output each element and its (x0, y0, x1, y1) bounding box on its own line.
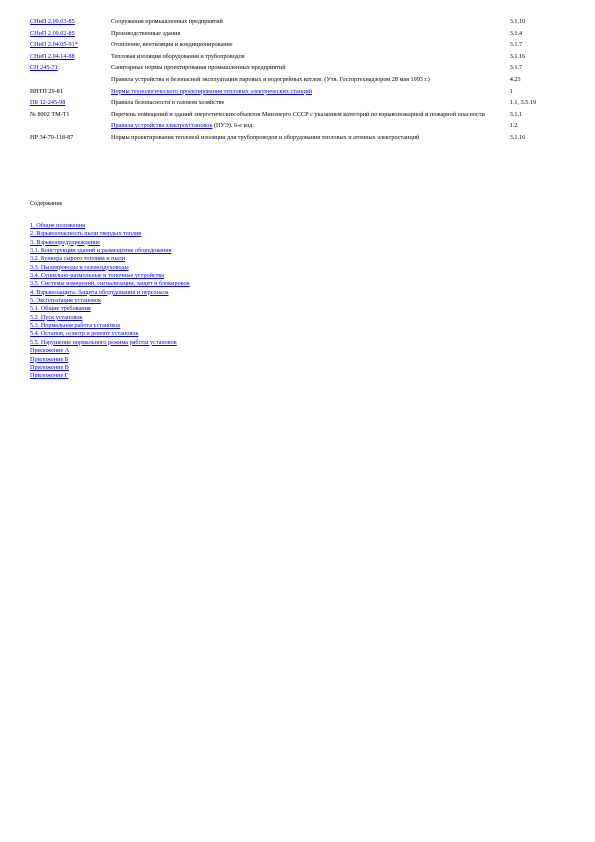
reference-section-cell (510, 41, 570, 53)
list-item (30, 272, 190, 280)
list-item (30, 247, 190, 255)
reference-code-cell (30, 18, 111, 30)
reference-section-cell (510, 122, 570, 134)
reference-title-cell (111, 134, 510, 146)
table-row (30, 134, 570, 146)
reference-title: Правила безопасности в газовом хозяйстве (111, 99, 225, 107)
reference-code: НР 34-70-118-87 (30, 133, 74, 141)
table-row (30, 64, 570, 76)
reference-title-cell (111, 111, 510, 123)
reference-title-cell (111, 30, 510, 42)
toc-link[interactable]: 5. Эксплуатация установок (30, 297, 102, 305)
reference-title-cell (111, 53, 510, 65)
reference-section-cell (510, 88, 570, 100)
reference-code-link[interactable]: СНиП 2.09.03-85 (30, 18, 75, 25)
table-row (30, 76, 570, 88)
reference-section-cell (510, 18, 570, 30)
reference-section: 3.1.16 (509, 52, 526, 60)
references-table (30, 18, 570, 146)
reference-title: Тепловая изоляция оборудования и трубопроводов (111, 52, 245, 60)
list-item (30, 314, 190, 322)
reference-section: 1.1, 3.5.19 (509, 99, 537, 107)
table-row (30, 99, 570, 111)
reference-code-link[interactable]: СНиП 2.09.02-85 (30, 29, 75, 37)
reference-section-cell (510, 134, 570, 146)
reference-title-cell (111, 88, 510, 100)
list-item (30, 339, 190, 347)
reference-title: Сооружения промышленных предприятий (111, 18, 223, 25)
reference-code-link[interactable]: СНиП 2.04.14-88 (30, 52, 75, 60)
toc-link[interactable]: 5.5. Нарушение нормального режима работы установок (30, 338, 177, 346)
toc-link[interactable]: Приложение Г (30, 372, 69, 380)
toc-link[interactable]: 4. Взрывозащита. Защита оборудования и персонала (30, 288, 169, 296)
reference-section-cell (510, 76, 570, 88)
list-item (30, 289, 190, 297)
reference-section: 3.1.4 (509, 29, 523, 37)
reference-title: Отопление, вентиляция и кондиционирование (111, 41, 233, 49)
reference-code-cell (30, 134, 111, 146)
reference-section: 3.1.16 (509, 133, 526, 141)
reference-code-cell (30, 64, 111, 76)
reference-title-cell (111, 76, 510, 88)
reference-title-cell (111, 18, 510, 30)
reference-code: ВНТП 29-81 (30, 87, 63, 95)
list-item (30, 297, 190, 305)
reference-section-cell (510, 30, 570, 42)
toc-link[interactable]: Приложение А (30, 347, 70, 355)
list-item (30, 255, 190, 263)
list-item (30, 305, 190, 313)
reference-title-cell (111, 122, 510, 134)
table-row (30, 122, 570, 134)
reference-title: Перечень помещений и зданий энергетических объектов Минэнерго СССР с указанием категорий по взрывопожарной и пожарной опасности (111, 110, 485, 118)
toc-link[interactable]: Приложение В (30, 363, 69, 371)
reference-code-cell (30, 122, 111, 134)
reference-title-cell (111, 41, 510, 53)
contents-title: Содержание (30, 200, 63, 207)
list-item (30, 356, 190, 364)
toc-link[interactable]: 1. Общие положения (30, 222, 85, 229)
toc-link[interactable]: 5.1. Общие требования (30, 305, 91, 313)
reference-section-cell (510, 99, 570, 111)
reference-section: 3.1.7 (509, 64, 523, 72)
list-item (30, 364, 190, 372)
reference-section-cell (510, 53, 570, 65)
toc-link[interactable]: 3.3. Пылепроводы и газовоздуховоды (30, 263, 129, 271)
reference-title: Нормы проектирования тепловой изоляции для трубопроводов и оборудования тепловых и атомных электростанций (111, 133, 420, 141)
reference-section: 1 (509, 87, 513, 95)
toc-link[interactable]: Приложение Б (30, 355, 69, 363)
reference-title-cell (111, 64, 510, 76)
reference-section-cell (510, 111, 570, 123)
reference-title-cell (111, 99, 510, 111)
reference-title-link[interactable]: Нормы технологического проектирования тепловых электрических станций (111, 87, 312, 95)
reference-section: 3.1.7 (509, 41, 523, 49)
reference-title: Правила устройства и безопасной эксплуатации паровых и водогрейных котлов. (Утв. Госгортехнадзором 28 мая 1993 г.) (111, 75, 430, 83)
reference-title-suffix: (ПУЭ). 6-е изд. (212, 122, 254, 130)
toc-link[interactable]: 5.4. Останов, осмотр и ремонт установок (30, 330, 139, 338)
reference-title: Производственные здания (111, 29, 181, 37)
table-row (30, 53, 570, 65)
toc-link[interactable]: 5.3. Нормальная работа установок (30, 322, 121, 330)
list-item (30, 280, 190, 288)
list-item (30, 372, 190, 380)
reference-code-cell (30, 111, 111, 123)
toc-link[interactable]: 2. Взрывоопасность пыли твердых топлив (30, 230, 142, 238)
reference-section-cell (510, 64, 570, 76)
table-of-contents (30, 222, 190, 381)
reference-title: Санитарные нормы проектирования промышленных предприятий (111, 64, 286, 72)
list-item (30, 230, 190, 238)
reference-section: 1.2 (509, 122, 518, 130)
table-row (30, 18, 570, 30)
list-item (30, 322, 190, 330)
list-item (30, 264, 190, 272)
toc-link[interactable]: 3.5. Системы измерений, сигнализации, защит и блокировок (30, 280, 190, 288)
reference-section: 4.23 (509, 75, 521, 83)
table-row (30, 30, 570, 42)
table-row (30, 41, 570, 53)
references-table-body (30, 18, 570, 146)
list-item (30, 222, 190, 230)
list-item (30, 239, 190, 247)
reference-code-cell (30, 41, 111, 53)
table-row (30, 88, 570, 100)
reference-code-cell (30, 53, 111, 65)
reference-section: 3.1.10 (509, 18, 526, 25)
reference-section: 3.1.1 (509, 110, 523, 118)
toc-link[interactable]: 5.2. Пуск установок (30, 313, 83, 321)
reference-code-cell (30, 76, 111, 88)
list-item (30, 330, 190, 338)
list-item (30, 347, 190, 355)
reference-code-cell (30, 30, 111, 42)
reference-code-link[interactable]: ПБ 12-245-98 (30, 99, 66, 107)
toc-link[interactable]: 3. Взрывопредупреждение (30, 238, 100, 246)
reference-code-link[interactable]: СН 245-71 (30, 64, 58, 72)
table-row (30, 111, 570, 123)
toc-link[interactable]: 3.2. Бункера сырого топлива и пыли (30, 255, 126, 263)
reference-code-link[interactable]: СНиП 2.04.05-91* (30, 41, 78, 49)
reference-code: № 8002 ТМ-Т1 (30, 110, 70, 118)
reference-code-cell (30, 99, 111, 111)
reference-code-cell (30, 88, 111, 100)
reference-title-link[interactable]: Правила устройства электроустановок (111, 122, 213, 130)
toc-link[interactable]: 3.1. Конструкции зданий и размещение оборудования (30, 247, 172, 255)
toc-link[interactable]: 3.4. Сушильно-размольные и топочные устройства (30, 272, 164, 280)
